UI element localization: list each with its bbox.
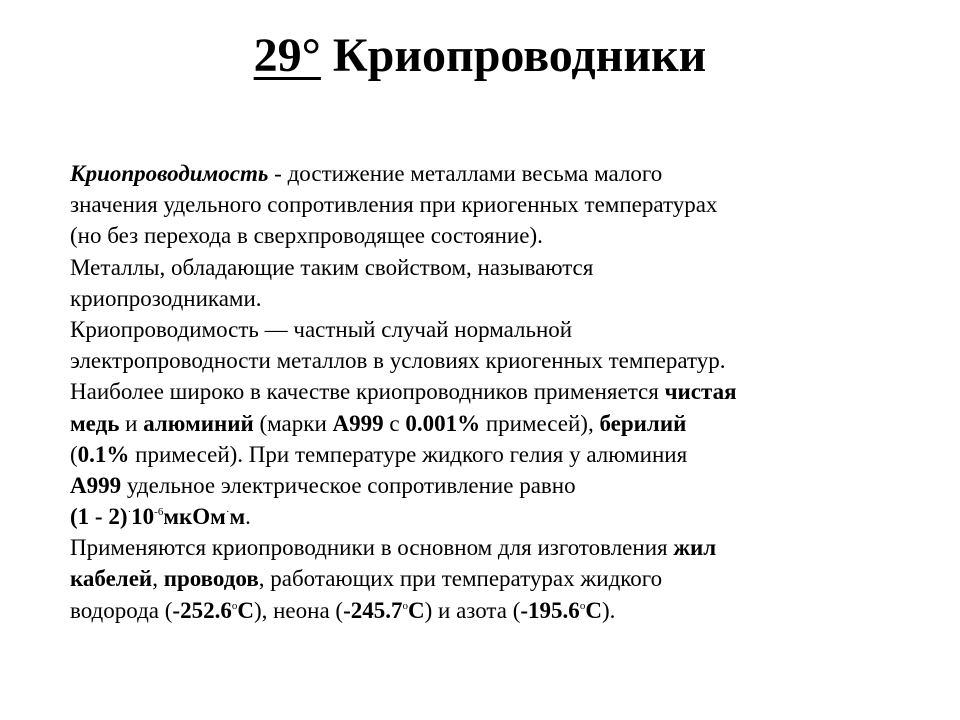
text-span: (но без перехода в сверхпроводящее состояние).	[70, 223, 543, 249]
bold-span: кабелей	[70, 566, 153, 592]
bold-span: С	[407, 597, 425, 623]
bold-span: А999	[332, 410, 384, 436]
text-span: ), неона (	[253, 597, 344, 623]
degree-sup: o	[402, 599, 408, 612]
text-line	[70, 158, 910, 189]
bold-span: А999	[70, 472, 122, 498]
text-span: и	[119, 410, 144, 436]
text-line	[70, 532, 910, 563]
bold-span: жил	[673, 535, 717, 561]
text-span: ) и азота (	[424, 597, 521, 623]
text-line	[70, 595, 910, 626]
bold-span: 10	[131, 504, 155, 530]
text-span: криопрозодниками.	[70, 285, 262, 311]
text-span: Наиболее широко в качестве криопроводников применяется	[70, 379, 665, 405]
formula-line	[70, 501, 910, 532]
text-line	[70, 220, 910, 251]
text-span: Применяются криопроводники в основном для изготовления	[70, 535, 674, 561]
bold-span: чистая	[664, 379, 737, 405]
title-text: Криопроводники	[332, 29, 707, 82]
text-span: с	[383, 410, 406, 436]
text-line	[70, 470, 910, 501]
text-span: (	[70, 441, 78, 467]
text-span: значения удельного сопротивления при криогенных температурах	[70, 192, 718, 218]
text-span: примесей),	[480, 410, 600, 436]
text-span: удельное электрическое сопротивление равно	[121, 472, 576, 498]
bold-span: С	[237, 597, 254, 623]
text-span: - достижение металлами весьма малого	[268, 161, 663, 186]
multiply-dot: ·	[127, 506, 132, 519]
text-line	[70, 408, 910, 439]
multiply-dot: ·	[225, 506, 230, 519]
bold-span: берилий	[599, 410, 687, 436]
bold-span: -195.6	[520, 597, 580, 623]
text-span: Криопроводимость — частный случай нормальной	[70, 316, 573, 342]
bold-span: медь	[70, 410, 120, 436]
text-line	[70, 439, 910, 470]
text-span: (марки	[253, 410, 333, 436]
bold-span: С	[585, 597, 602, 623]
text-line	[70, 314, 910, 345]
text-span: водорода (	[70, 597, 173, 623]
exponent: -6	[154, 506, 164, 519]
term-definition: Криопроводимость	[70, 161, 269, 186]
degree-sup: o	[231, 599, 238, 612]
bold-span: 0.1%	[77, 441, 130, 467]
text-span: электропроводности металлов в условиях криогенных температур.	[70, 348, 726, 374]
bold-span: алюминий	[143, 410, 254, 436]
text-line	[70, 563, 910, 594]
bold-span: 0.001%	[405, 410, 481, 436]
bold-span: мкОм	[163, 504, 226, 530]
text-span: .	[245, 504, 251, 530]
title-number: 29°	[253, 29, 321, 82]
bold-span: (1 - 2)	[70, 504, 128, 530]
body-text	[70, 158, 910, 626]
text-line	[70, 189, 910, 220]
bold-span: -245.7	[343, 597, 403, 623]
text-line	[70, 252, 910, 283]
text-span: , работающих при температурах жидкого	[258, 566, 663, 592]
text-line	[70, 376, 910, 407]
bold-span: проводов	[163, 566, 259, 592]
degree-sup: o	[579, 599, 586, 612]
text-line	[70, 283, 910, 314]
text-span: ,	[152, 566, 164, 592]
bold-span: м	[229, 504, 246, 530]
text-span: примесей). При температуре жидкого гелия у алюминия	[129, 441, 688, 467]
text-span: ).	[601, 597, 616, 623]
text-span: Металлы, обладающие таким свойством, называются	[70, 254, 594, 280]
text-line	[70, 345, 910, 376]
bold-span: -252.6	[172, 597, 232, 623]
slide-title	[0, 26, 960, 86]
